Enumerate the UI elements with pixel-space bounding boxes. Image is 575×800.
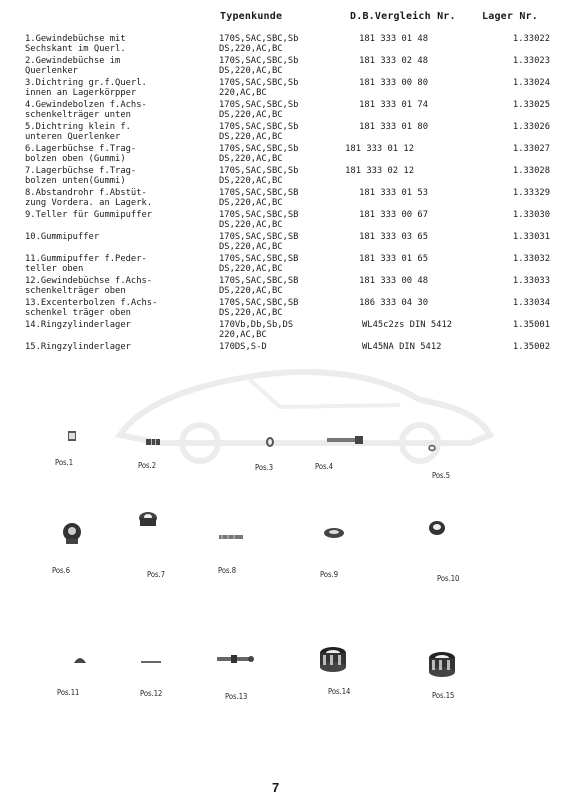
db-part-number: 181 333 01 74 — [359, 100, 428, 110]
part-name — [25, 34, 215, 54]
part-name-line: teller oben — [25, 264, 84, 274]
type-applicability — [219, 342, 354, 352]
part-name-line: innen an Lagerkörpper — [25, 88, 137, 98]
part-name-line: 5.Dichtring klein f. — [25, 122, 131, 132]
part-name-line: zung Vordera. an Lagerk. — [25, 198, 153, 208]
db-part-number: WL45NA DIN 5412 — [362, 342, 442, 352]
part-name — [25, 254, 215, 274]
part-name-line: unteren Querlenker — [25, 132, 121, 142]
lager-number: 1.35002 — [512, 342, 550, 352]
part-name-line: Querlenker — [25, 66, 78, 76]
db-part-number: 181 333 00 80 — [359, 78, 428, 88]
rubber-buffer-icon — [428, 520, 446, 540]
type-applicability-line: 220,AC,BC — [219, 88, 267, 98]
part-name — [25, 122, 215, 142]
part-name-line: 9.Teller für Gummipuffer — [25, 210, 153, 220]
db-part-number: 181 333 02 12 — [345, 166, 414, 176]
roller-bearing-icon — [318, 645, 348, 677]
part-name — [25, 210, 215, 220]
part-position-label: Pos.15 — [432, 691, 455, 700]
type-applicability-line: DS,220,AC,BC — [219, 198, 283, 208]
type-applicability-line: 170S,SAC,SBC,Sb — [219, 78, 299, 88]
db-part-number: 181 333 00 48 — [359, 276, 428, 286]
lager-number: 1.33025 — [512, 100, 550, 110]
db-part-number: 181 333 01 53 — [359, 188, 428, 198]
type-applicability-line: DS,220,AC,BC — [219, 132, 283, 142]
part-name-line: bolzen oben (Gummi) — [25, 154, 126, 164]
part-position-label: Pos.11 — [57, 688, 80, 697]
part-name-line: schenkel träger oben — [25, 308, 131, 318]
db-part-number: 181 333 01 12 — [345, 144, 414, 154]
threaded-bushing-upper-icon — [140, 650, 162, 669]
type-applicability-line: DS,220,AC,BC — [219, 242, 283, 252]
type-applicability-line: DS,220,AC,BC — [219, 110, 283, 120]
spacer-tube-icon — [218, 526, 244, 545]
part-name-line: 10.Gummipuffer — [25, 232, 100, 242]
part-name — [25, 188, 215, 208]
type-applicability-line: 170S,SAC,SBC,Sb — [219, 122, 299, 132]
part-name-line: 14.Ringzylinderlager — [25, 320, 131, 330]
large-seal-ring-icon — [265, 433, 275, 452]
part-name-line: schenkelträger oben — [25, 286, 126, 296]
db-part-number: 181 333 03 65 — [359, 232, 428, 242]
part-name — [25, 276, 215, 296]
part-position-label: Pos.6 — [52, 566, 71, 575]
rubber-bearing-bushing-upper-icon — [60, 520, 84, 550]
lager-number: 1.33031 — [512, 232, 550, 242]
part-name-line: 3.Dichtring gr.f.Querl. — [25, 78, 147, 88]
part-name-line: 13.Excenterbolzen f.Achs- — [25, 298, 158, 308]
lager-number: 1.33028 — [512, 166, 550, 176]
part-name — [25, 298, 215, 318]
db-part-number: WL45c2zs DIN 5412 — [362, 320, 453, 330]
db-part-number: 186 333 04 30 — [359, 298, 428, 308]
part-position-label: Pos.5 — [432, 471, 451, 480]
type-applicability-line: 170S,SAC,SBC,Sb — [219, 34, 299, 44]
part-position-label: Pos.1 — [55, 458, 74, 467]
type-applicability-line: 170DS,S-D — [219, 342, 267, 352]
type-applicability — [219, 320, 354, 340]
part-name — [25, 144, 215, 164]
lager-number: 1.33033 — [512, 276, 550, 286]
type-applicability-line: DS,220,AC,BC — [219, 44, 283, 54]
part-position-label: Pos.3 — [255, 463, 274, 472]
part-position-label: Pos.14 — [328, 687, 351, 696]
lager-number: 1.33030 — [512, 210, 550, 220]
type-applicability-line: 170Vb,Db,Sb,DS — [219, 320, 294, 330]
type-applicability-line: DS,220,AC,BC — [219, 66, 283, 76]
rubber-bearing-bushing-lower-icon — [137, 510, 159, 534]
type-applicability-line: 170S,SAC,SBC,SB — [219, 254, 299, 264]
part-name — [25, 232, 215, 242]
type-applicability-line: DS,220,AC,BC — [219, 154, 283, 164]
threaded-bushing-hex-icon — [65, 428, 79, 447]
db-part-number: 181 333 00 67 — [359, 210, 428, 220]
db-part-number: 181 333 01 80 — [359, 122, 428, 132]
part-name-line: 11.Gummipuffer f.Peder- — [25, 254, 147, 264]
part-position-label: Pos.13 — [225, 692, 248, 701]
lager-number: 1.33024 — [512, 78, 550, 88]
type-applicability-line: 170S,SAC,SBC,Sb — [219, 56, 299, 66]
part-position-label: Pos.2 — [138, 461, 157, 470]
type-applicability-line: DS,220,AC,BC — [219, 286, 283, 296]
part-position-label: Pos.9 — [320, 570, 339, 579]
part-name-line: 15.Ringzylinderlager — [25, 342, 131, 352]
small-seal-ring-icon — [427, 437, 437, 456]
type-applicability-line: DS,220,AC,BC — [219, 308, 283, 318]
lager-number: 1.33022 — [512, 34, 550, 44]
part-position-label: Pos.10 — [437, 574, 460, 583]
part-name-line: bolzen unten(Gummi) — [25, 176, 126, 186]
type-applicability-line: 170S,SAC,SBC,Sb — [219, 144, 299, 154]
type-applicability-line: 170S,SAC,SBC,SB — [219, 210, 299, 220]
part-name — [25, 166, 215, 186]
part-name — [25, 56, 215, 76]
buffer-plate-icon — [323, 524, 345, 543]
rubber-buffer-spring-plate-icon — [72, 649, 88, 668]
type-applicability-line: 220,AC,BC — [219, 330, 267, 340]
lager-number: 1.33027 — [512, 144, 550, 154]
column-header-lager: Lager Nr. — [482, 11, 538, 22]
part-name — [25, 100, 215, 120]
part-name-line: 1.Gewindebüchse mit — [25, 34, 126, 44]
column-header-typenkunde: Typenkunde — [220, 11, 283, 22]
type-applicability-line: DS,220,AC,BC — [219, 220, 283, 230]
part-name — [25, 78, 215, 98]
type-applicability-line: 170S,SAC,SBC,Sb — [219, 100, 299, 110]
column-header-db-vergleich: D.B.Vergleich Nr. — [350, 11, 456, 22]
threaded-bushing-icon — [145, 432, 161, 451]
part-position-label: Pos.12 — [140, 689, 163, 698]
part-name-line: Sechskant im Querl. — [25, 44, 126, 54]
part-position-label: Pos.8 — [218, 566, 237, 575]
lager-number: 1.35001 — [512, 320, 550, 330]
type-applicability-line: 170S,SAC,SBC,Sb — [219, 166, 299, 176]
type-applicability-line: 170S,SAC,SBC,SB — [219, 188, 299, 198]
type-applicability-line: DS,220,AC,BC — [219, 264, 283, 274]
roller-bearing-icon — [427, 650, 457, 682]
db-part-number: 181 333 01 48 — [359, 34, 428, 44]
type-applicability-line: 170S,SAC,SBC,SB — [219, 276, 299, 286]
type-applicability-line: 170S,SAC,SBC,SB — [219, 232, 299, 242]
type-applicability-line: DS,220,AC,BC — [219, 176, 283, 186]
lager-number: 1.33023 — [512, 56, 550, 66]
part-name-line: schenkelträger unten — [25, 110, 131, 120]
part-name-line: 12.Gewindebüchse f.Achs- — [25, 276, 153, 286]
part-name-line: 2.Gewindebüchse im — [25, 56, 121, 66]
part-name-line: 4.Gewindebolzen f.Achs- — [25, 100, 147, 110]
part-name-line: 6.Lagerbüchse f.Trag- — [25, 144, 137, 154]
lager-number: 1.33329 — [512, 188, 550, 198]
part-name-line: 7.Lagerbüchse f.Trag- — [25, 166, 137, 176]
lager-number: 1.33032 — [512, 254, 550, 264]
eccentric-bolt-icon — [215, 650, 257, 669]
page-number: 7 — [272, 780, 280, 795]
part-name — [25, 342, 215, 352]
part-position-label: Pos.4 — [315, 462, 334, 471]
type-applicability-line: 170S,SAC,SBC,SB — [219, 298, 299, 308]
db-part-number: 181 333 01 65 — [359, 254, 428, 264]
part-name-line: 8.Abstandrohr f.Abstüt- — [25, 188, 147, 198]
threaded-bolt-icon — [325, 430, 367, 449]
lager-number: 1.33034 — [512, 298, 550, 308]
part-name — [25, 320, 215, 330]
db-part-number: 181 333 02 48 — [359, 56, 428, 66]
part-position-label: Pos.7 — [147, 570, 166, 579]
lager-number: 1.33026 — [512, 122, 550, 132]
